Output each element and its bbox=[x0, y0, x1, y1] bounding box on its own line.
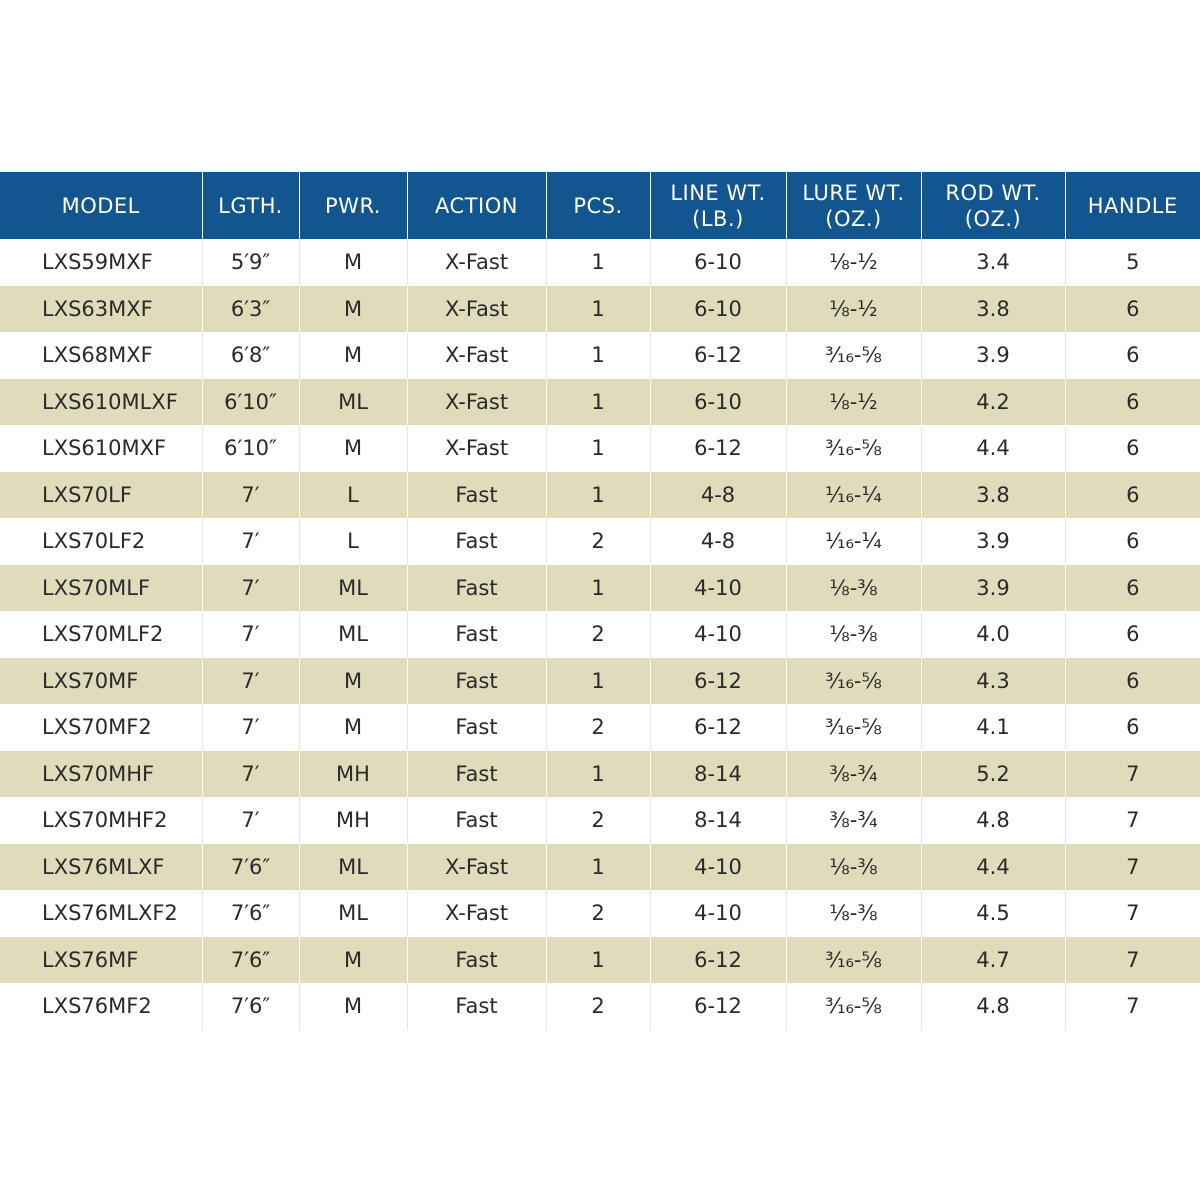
cell-power: ML bbox=[299, 844, 407, 891]
cell-model: LXS68MXF bbox=[0, 332, 202, 379]
table-row bbox=[0, 332, 1200, 379]
cell-power: L bbox=[299, 518, 407, 565]
header-pieces: PCS. bbox=[546, 172, 650, 239]
cell-handle: 6 bbox=[1065, 472, 1200, 519]
table-row bbox=[0, 704, 1200, 751]
cell-rod-weight: 4.7 bbox=[921, 937, 1065, 984]
cell-power: M bbox=[299, 286, 407, 333]
cell-line-weight: 6-10 bbox=[650, 239, 786, 286]
cell-pieces: 1 bbox=[546, 379, 650, 426]
cell-lure-weight: ⅛-⅜ bbox=[786, 844, 921, 891]
cell-handle: 6 bbox=[1065, 611, 1200, 658]
cell-model: LXS70MLF2 bbox=[0, 611, 202, 658]
table-row bbox=[0, 379, 1200, 426]
cell-power: MH bbox=[299, 797, 407, 844]
cell-lure-weight: ³⁄₁₆-⅝ bbox=[786, 658, 921, 705]
cell-handle: 6 bbox=[1065, 704, 1200, 751]
cell-line-weight: 6-10 bbox=[650, 286, 786, 333]
header-length: LGTH. bbox=[202, 172, 299, 239]
cell-rod-weight: 3.8 bbox=[921, 286, 1065, 333]
cell-pieces: 1 bbox=[546, 286, 650, 333]
cell-pieces: 1 bbox=[546, 239, 650, 286]
cell-model: LXS70MLF bbox=[0, 565, 202, 612]
table-row bbox=[0, 425, 1200, 472]
table-row bbox=[0, 611, 1200, 658]
cell-rod-weight: 3.9 bbox=[921, 518, 1065, 565]
cell-power: ML bbox=[299, 379, 407, 426]
cell-model: LXS76MLXF bbox=[0, 844, 202, 891]
cell-model: LXS70LF bbox=[0, 472, 202, 519]
cell-rod-weight: 4.0 bbox=[921, 611, 1065, 658]
table-row bbox=[0, 751, 1200, 798]
cell-line-weight: 8-14 bbox=[650, 797, 786, 844]
cell-lure-weight: ⅛-½ bbox=[786, 286, 921, 333]
cell-power: M bbox=[299, 332, 407, 379]
cell-pieces: 1 bbox=[546, 658, 650, 705]
cell-lure-weight: ³⁄₁₆-⅝ bbox=[786, 425, 921, 472]
cell-lure-weight: ⅛-⅜ bbox=[786, 890, 921, 937]
cell-handle: 7 bbox=[1065, 890, 1200, 937]
cell-rod-weight: 3.9 bbox=[921, 332, 1065, 379]
cell-action: Fast bbox=[407, 472, 546, 519]
cell-action: X-Fast bbox=[407, 332, 546, 379]
cell-length: 7′ bbox=[202, 658, 299, 705]
table-row bbox=[0, 565, 1200, 612]
cell-line-weight: 6-12 bbox=[650, 704, 786, 751]
cell-length: 6′10″ bbox=[202, 425, 299, 472]
cell-pieces: 2 bbox=[546, 611, 650, 658]
cell-rod-weight: 4.2 bbox=[921, 379, 1065, 426]
cell-lure-weight: ³⁄₁₆-⅝ bbox=[786, 704, 921, 751]
cell-action: Fast bbox=[407, 704, 546, 751]
cell-line-weight: 6-12 bbox=[650, 332, 786, 379]
cell-model: LXS76MF bbox=[0, 937, 202, 984]
cell-model: LXS70MHF bbox=[0, 751, 202, 798]
cell-lure-weight: ⅛-⅜ bbox=[786, 611, 921, 658]
cell-length: 6′10″ bbox=[202, 379, 299, 426]
cell-rod-weight: 4.8 bbox=[921, 797, 1065, 844]
cell-action: X-Fast bbox=[407, 844, 546, 891]
cell-action: Fast bbox=[407, 937, 546, 984]
cell-lure-weight: ⅛-⅜ bbox=[786, 565, 921, 612]
cell-line-weight: 4-10 bbox=[650, 565, 786, 612]
cell-pieces: 1 bbox=[546, 844, 650, 891]
cell-length: 7′ bbox=[202, 611, 299, 658]
cell-line-weight: 4-8 bbox=[650, 472, 786, 519]
cell-length: 7′6″ bbox=[202, 890, 299, 937]
header-rod-weight: ROD WT. (OZ.) bbox=[921, 172, 1065, 239]
cell-pieces: 1 bbox=[546, 332, 650, 379]
cell-pieces: 1 bbox=[546, 937, 650, 984]
rod-spec-table bbox=[0, 172, 1200, 1030]
cell-line-weight: 4-10 bbox=[650, 844, 786, 891]
table-header-row bbox=[0, 172, 1200, 239]
cell-lure-weight: ³⁄₁₆-⅝ bbox=[786, 937, 921, 984]
cell-action: Fast bbox=[407, 518, 546, 565]
cell-rod-weight: 4.3 bbox=[921, 658, 1065, 705]
cell-handle: 6 bbox=[1065, 518, 1200, 565]
cell-power: M bbox=[299, 425, 407, 472]
cell-pieces: 1 bbox=[546, 425, 650, 472]
cell-line-weight: 6-12 bbox=[650, 425, 786, 472]
cell-action: Fast bbox=[407, 751, 546, 798]
cell-handle: 6 bbox=[1065, 286, 1200, 333]
cell-pieces: 2 bbox=[546, 890, 650, 937]
cell-handle: 6 bbox=[1065, 565, 1200, 612]
cell-line-weight: 4-10 bbox=[650, 890, 786, 937]
cell-action: Fast bbox=[407, 797, 546, 844]
cell-line-weight: 6-12 bbox=[650, 937, 786, 984]
cell-length: 7′6″ bbox=[202, 937, 299, 984]
table-row bbox=[0, 797, 1200, 844]
cell-length: 7′ bbox=[202, 704, 299, 751]
table-row bbox=[0, 937, 1200, 984]
cell-rod-weight: 4.8 bbox=[921, 983, 1065, 1030]
cell-model: LXS70MF2 bbox=[0, 704, 202, 751]
cell-pieces: 2 bbox=[546, 983, 650, 1030]
cell-length: 7′ bbox=[202, 518, 299, 565]
cell-pieces: 1 bbox=[546, 751, 650, 798]
cell-handle: 6 bbox=[1065, 658, 1200, 705]
header-handle: HANDLE bbox=[1065, 172, 1200, 239]
cell-lure-weight: ¹⁄₁₆-¼ bbox=[786, 472, 921, 519]
cell-action: X-Fast bbox=[407, 425, 546, 472]
table-body bbox=[0, 239, 1200, 1030]
cell-line-weight: 4-10 bbox=[650, 611, 786, 658]
cell-action: Fast bbox=[407, 658, 546, 705]
cell-rod-weight: 3.4 bbox=[921, 239, 1065, 286]
cell-action: X-Fast bbox=[407, 239, 546, 286]
cell-line-weight: 6-12 bbox=[650, 658, 786, 705]
table-row bbox=[0, 983, 1200, 1030]
cell-rod-weight: 3.8 bbox=[921, 472, 1065, 519]
table-row bbox=[0, 286, 1200, 333]
header-line-weight: LINE WT. (LB.) bbox=[650, 172, 786, 239]
cell-handle: 7 bbox=[1065, 751, 1200, 798]
cell-pieces: 2 bbox=[546, 704, 650, 751]
cell-pieces: 2 bbox=[546, 518, 650, 565]
table-row bbox=[0, 239, 1200, 286]
cell-action: Fast bbox=[407, 565, 546, 612]
cell-handle: 7 bbox=[1065, 937, 1200, 984]
cell-rod-weight: 4.4 bbox=[921, 425, 1065, 472]
cell-rod-weight: 5.2 bbox=[921, 751, 1065, 798]
cell-handle: 7 bbox=[1065, 983, 1200, 1030]
header-action: ACTION bbox=[407, 172, 546, 239]
cell-handle: 7 bbox=[1065, 797, 1200, 844]
cell-handle: 6 bbox=[1065, 379, 1200, 426]
cell-length: 6′3″ bbox=[202, 286, 299, 333]
table-row bbox=[0, 890, 1200, 937]
cell-power: ML bbox=[299, 611, 407, 658]
cell-model: LXS76MF2 bbox=[0, 983, 202, 1030]
cell-length: 5′9″ bbox=[202, 239, 299, 286]
cell-lure-weight: ⅛-½ bbox=[786, 239, 921, 286]
cell-length: 7′ bbox=[202, 565, 299, 612]
cell-length: 7′ bbox=[202, 751, 299, 798]
cell-action: X-Fast bbox=[407, 286, 546, 333]
table-row bbox=[0, 658, 1200, 705]
cell-lure-weight: ¹⁄₁₆-¼ bbox=[786, 518, 921, 565]
cell-model: LXS59MXF bbox=[0, 239, 202, 286]
cell-pieces: 2 bbox=[546, 797, 650, 844]
cell-length: 7′6″ bbox=[202, 844, 299, 891]
cell-lure-weight: ³⁄₁₆-⅝ bbox=[786, 332, 921, 379]
cell-power: ML bbox=[299, 565, 407, 612]
cell-handle: 6 bbox=[1065, 332, 1200, 379]
table-row bbox=[0, 472, 1200, 519]
cell-model: LXS70MF bbox=[0, 658, 202, 705]
cell-power: ML bbox=[299, 890, 407, 937]
cell-handle: 6 bbox=[1065, 425, 1200, 472]
cell-handle: 5 bbox=[1065, 239, 1200, 286]
cell-line-weight: 6-12 bbox=[650, 983, 786, 1030]
cell-length: 7′ bbox=[202, 797, 299, 844]
cell-model: LXS610MXF bbox=[0, 425, 202, 472]
cell-power: MH bbox=[299, 751, 407, 798]
cell-handle: 7 bbox=[1065, 844, 1200, 891]
cell-lure-weight: ⅜-¾ bbox=[786, 751, 921, 798]
cell-power: M bbox=[299, 937, 407, 984]
cell-action: X-Fast bbox=[407, 890, 546, 937]
cell-rod-weight: 4.4 bbox=[921, 844, 1065, 891]
cell-rod-weight: 4.1 bbox=[921, 704, 1065, 751]
table-row bbox=[0, 518, 1200, 565]
cell-lure-weight: ⅜-¾ bbox=[786, 797, 921, 844]
cell-line-weight: 6-10 bbox=[650, 379, 786, 426]
header-power: PWR. bbox=[299, 172, 407, 239]
cell-power: M bbox=[299, 239, 407, 286]
cell-model: LXS70LF2 bbox=[0, 518, 202, 565]
cell-lure-weight: ⅛-½ bbox=[786, 379, 921, 426]
table-row bbox=[0, 844, 1200, 891]
cell-power: L bbox=[299, 472, 407, 519]
cell-action: Fast bbox=[407, 983, 546, 1030]
cell-power: M bbox=[299, 658, 407, 705]
cell-length: 7′ bbox=[202, 472, 299, 519]
cell-action: Fast bbox=[407, 611, 546, 658]
cell-pieces: 1 bbox=[546, 565, 650, 612]
cell-model: LXS63MXF bbox=[0, 286, 202, 333]
cell-power: M bbox=[299, 704, 407, 751]
cell-rod-weight: 3.9 bbox=[921, 565, 1065, 612]
cell-model: LXS76MLXF2 bbox=[0, 890, 202, 937]
cell-pieces: 1 bbox=[546, 472, 650, 519]
header-lure-weight: LURE WT. (OZ.) bbox=[786, 172, 921, 239]
cell-length: 7′6″ bbox=[202, 983, 299, 1030]
cell-model: LXS70MHF2 bbox=[0, 797, 202, 844]
cell-model: LXS610MLXF bbox=[0, 379, 202, 426]
cell-action: X-Fast bbox=[407, 379, 546, 426]
header-model: MODEL bbox=[0, 172, 202, 239]
cell-lure-weight: ³⁄₁₆-⅝ bbox=[786, 983, 921, 1030]
cell-line-weight: 4-8 bbox=[650, 518, 786, 565]
cell-length: 6′8″ bbox=[202, 332, 299, 379]
cell-power: M bbox=[299, 983, 407, 1030]
cell-rod-weight: 4.5 bbox=[921, 890, 1065, 937]
cell-line-weight: 8-14 bbox=[650, 751, 786, 798]
